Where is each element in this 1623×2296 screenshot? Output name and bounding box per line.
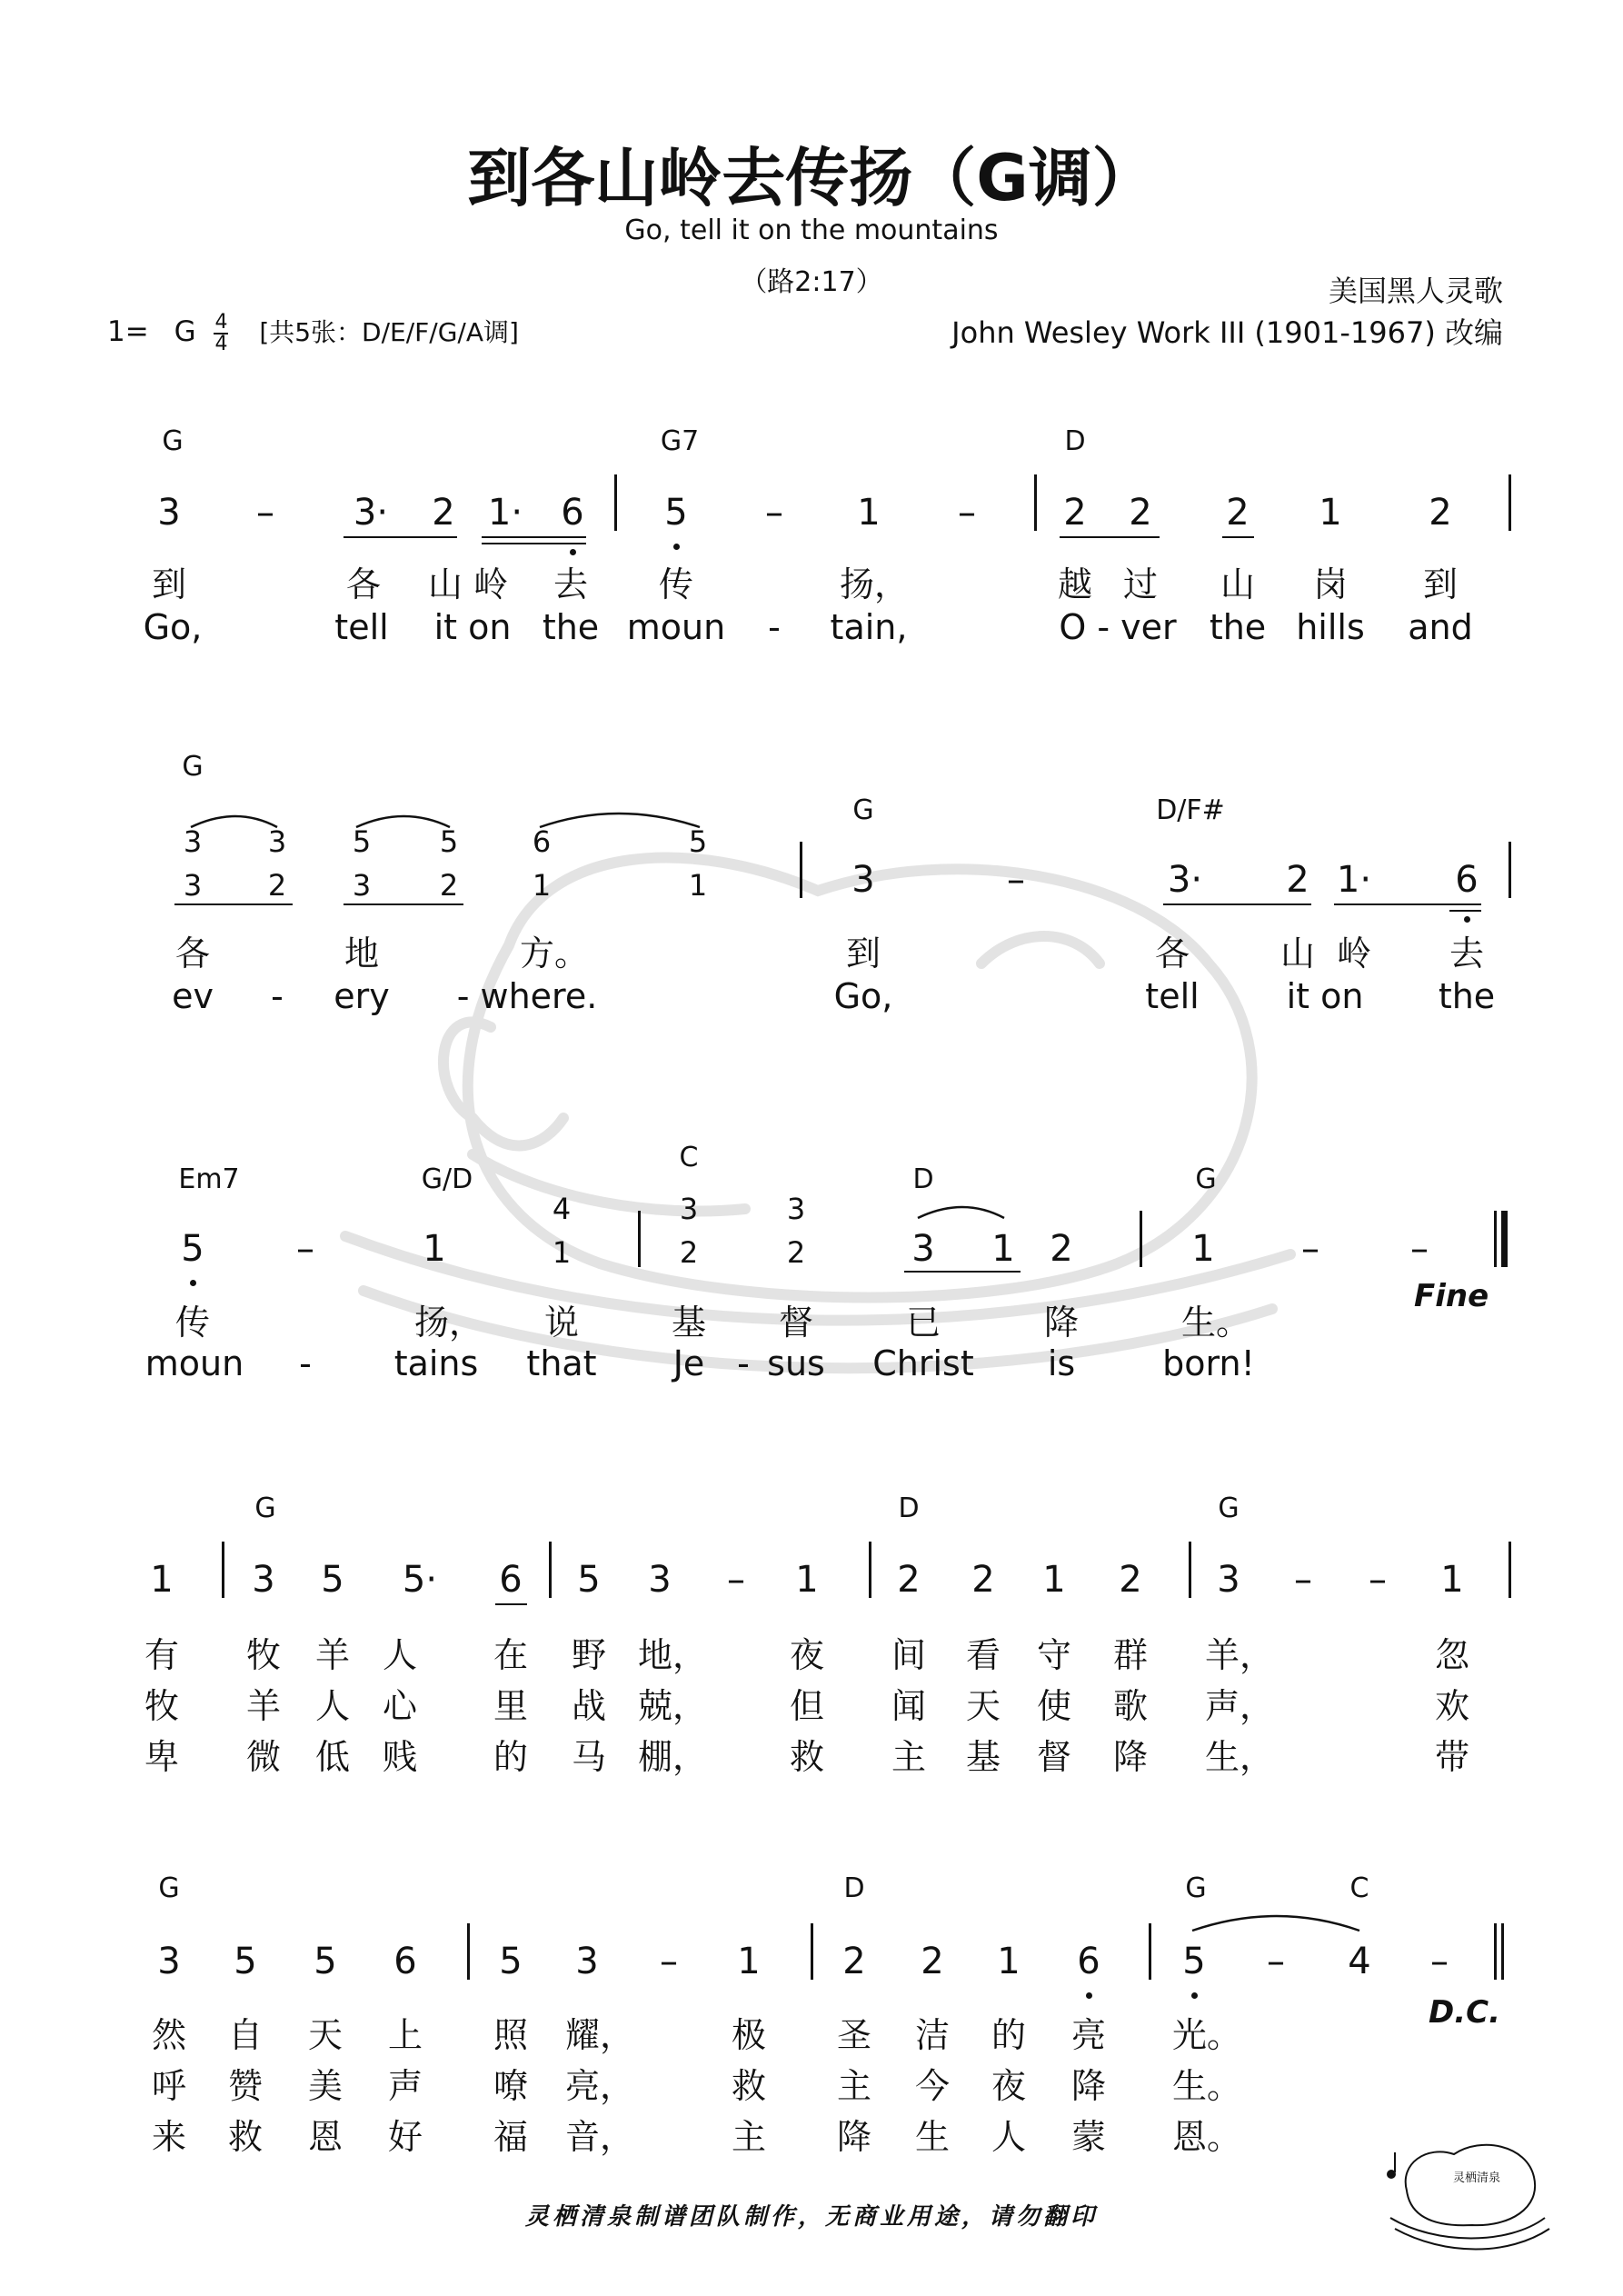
chord-symbol: G xyxy=(254,1492,276,1524)
lyric-cn: 山 xyxy=(1279,933,1316,973)
note: 5 xyxy=(314,1941,337,1982)
lyric-cn: 督 xyxy=(778,1303,814,1343)
lyric-en: - xyxy=(768,607,781,647)
note: 1 xyxy=(1191,1228,1215,1270)
lyric-cn: 恩 xyxy=(307,2117,344,2157)
lyric-cn: 美 xyxy=(307,2066,344,2106)
note: 6 xyxy=(1455,859,1479,901)
sustain-dash: – xyxy=(1007,859,1025,901)
chord-symbol: D xyxy=(898,1492,920,1524)
harmony-note: 6 xyxy=(532,824,552,859)
note: 1 xyxy=(737,1941,761,1982)
lyric-cn: 扬， xyxy=(413,1303,484,1343)
harmony-note: 5 xyxy=(352,824,372,859)
lyric-cn: 到 xyxy=(1422,564,1459,604)
lyric-cn: 降 xyxy=(836,2117,872,2157)
lyric-cn: 传 xyxy=(658,564,694,604)
note: 5 xyxy=(234,1941,257,1982)
lyric-cn: 各 xyxy=(345,564,382,604)
lyric-cn: 救 xyxy=(731,2066,767,2106)
lyric-en: ery xyxy=(334,976,390,1016)
lyric-cn: 去 xyxy=(553,564,589,604)
lyric-cn: 歌 xyxy=(1112,1686,1149,1726)
sustain-dash: – xyxy=(1267,1941,1285,1982)
lyric-cn: 救 xyxy=(227,2117,264,2157)
harmony-note: 2 xyxy=(679,1235,699,1270)
lyric-cn: 音， xyxy=(564,2117,635,2157)
chord-symbol: G/D xyxy=(421,1163,473,1195)
note: 3 xyxy=(157,1941,181,1982)
scripture-reference: （路2:17） xyxy=(740,266,883,298)
lyric-en: the xyxy=(542,607,600,647)
english-subtitle: Go, tell it on the mountains xyxy=(624,215,999,246)
arranger-credit: John Wesley Work III (1901-1967) 改编 xyxy=(951,315,1503,350)
lyric-cn: 羊 xyxy=(314,1635,351,1675)
lyric-en: sus xyxy=(767,1343,825,1383)
note: 5 xyxy=(181,1228,204,1270)
sustain-dash: – xyxy=(727,1559,745,1601)
chord-symbol: G xyxy=(1218,1492,1240,1524)
note: 1 xyxy=(1319,492,1342,534)
lyric-cn: 牧 xyxy=(144,1686,180,1726)
lyric-cn: 心 xyxy=(382,1686,418,1726)
note: 3 xyxy=(252,1559,275,1601)
lyric-cn: 人 xyxy=(991,2117,1027,2157)
lyric-en: hills xyxy=(1296,607,1365,647)
chord-symbol: G xyxy=(1185,1872,1207,1904)
time-bottom: 4 xyxy=(214,332,228,355)
sustain-dash: – xyxy=(765,492,783,534)
note: 5· xyxy=(402,1559,438,1601)
harmony-note: 1 xyxy=(532,868,552,903)
note: 2 xyxy=(1129,492,1152,534)
lyric-cn: 山 xyxy=(427,564,463,604)
lyric-cn: 夜 xyxy=(789,1635,825,1675)
chord-symbol: G7 xyxy=(660,425,700,457)
chord-symbol: G xyxy=(1195,1163,1217,1195)
note: 1 xyxy=(1440,1559,1464,1601)
chord-symbol: Em7 xyxy=(178,1163,240,1195)
lyric-en: it on xyxy=(1286,976,1364,1016)
lyric-cn: 天 xyxy=(307,2015,344,2055)
note: 2 xyxy=(1050,1228,1073,1270)
note: 6 xyxy=(561,492,584,534)
note: 2 xyxy=(921,1941,944,1982)
dc-mark: D.C. xyxy=(1429,1994,1501,2031)
lyric-cn: 降 xyxy=(1070,2066,1107,2106)
lyric-cn: 带 xyxy=(1434,1737,1470,1777)
lyric-cn: 岭 xyxy=(1336,933,1372,973)
note: 3 xyxy=(648,1559,672,1601)
harmony-note: 3 xyxy=(352,868,372,903)
lyric-cn: 岭 xyxy=(473,564,509,604)
lyric-cn: 圣 xyxy=(836,2015,872,2055)
chord-symbol: D xyxy=(1064,425,1086,457)
lyric-cn: 主 xyxy=(891,1737,927,1777)
lyric-cn: 群 xyxy=(1112,1635,1149,1675)
lyric-en: it on xyxy=(433,607,512,647)
lyric-en: the xyxy=(1438,976,1496,1016)
lyric-cn: 好 xyxy=(387,2117,423,2157)
lyric-en: tain, xyxy=(830,607,908,647)
lyric-en: that xyxy=(526,1343,597,1383)
lyric-cn: 到 xyxy=(845,933,881,973)
lyric-cn: 耀， xyxy=(564,2015,635,2055)
lyric-cn: 使 xyxy=(1036,1686,1072,1726)
lyric-cn: 生。 xyxy=(1171,2066,1242,2106)
chord-symbol: C xyxy=(1349,1872,1369,1904)
note: 1 xyxy=(991,1228,1015,1270)
lyric-cn: 嘹 xyxy=(493,2066,529,2106)
lyric-cn: 主 xyxy=(731,2117,767,2157)
chord-symbol: D/F# xyxy=(1156,794,1225,826)
lyric-cn: 里 xyxy=(493,1686,529,1726)
lyric-cn: 降 xyxy=(1043,1303,1080,1343)
note: 3 xyxy=(911,1228,935,1270)
note: 2 xyxy=(1429,492,1452,534)
lyric-cn: 降 xyxy=(1112,1737,1149,1777)
song-origin: 美国黑人灵歌 xyxy=(1328,274,1503,308)
chord-symbol: D xyxy=(843,1872,865,1904)
lyric-cn: 在 xyxy=(493,1635,529,1675)
footer-credit: 灵栖清泉制谱团队制作，无商业用途，请勿翻印 xyxy=(524,2203,1098,2231)
lyric-cn: 生， xyxy=(1204,1737,1275,1777)
lyric-en: O - ver xyxy=(1059,607,1177,647)
song-title: 到各山岭去传扬（G调） xyxy=(467,141,1156,215)
harmony-note: 3 xyxy=(786,1192,806,1226)
lyric-en: born! xyxy=(1162,1343,1255,1383)
fine-mark: Fine xyxy=(1414,1278,1489,1314)
lyric-en: tell xyxy=(334,607,389,647)
sustain-dash: – xyxy=(1430,1941,1449,1982)
lyric-cn: 光。 xyxy=(1171,2015,1242,2055)
lyric-en: tains xyxy=(393,1343,479,1383)
lyric-cn: 说 xyxy=(543,1303,580,1343)
lyric-cn: 来 xyxy=(151,2117,187,2157)
lyric-cn: 看 xyxy=(965,1635,1001,1675)
lyric-cn: 微 xyxy=(245,1737,282,1777)
note: 2 xyxy=(432,492,455,534)
lyric-cn: 贱 xyxy=(382,1737,418,1777)
note: 5 xyxy=(577,1559,601,1601)
lyric-cn: 扬， xyxy=(839,564,910,604)
lyric-en: the xyxy=(1209,607,1267,647)
lyric-en: Christ xyxy=(872,1343,974,1383)
sustain-dash: – xyxy=(1301,1228,1319,1270)
note: 1 xyxy=(997,1941,1021,1982)
lyric-en: is xyxy=(1047,1343,1076,1383)
sustain-dash: – xyxy=(958,492,976,534)
lyric-cn: 声 xyxy=(387,2066,423,2106)
lyric-cn: 恩。 xyxy=(1171,2117,1242,2157)
lyric-cn: 有 xyxy=(144,1635,180,1675)
harmony-note: 3 xyxy=(267,824,287,859)
lyric-cn: 牧 xyxy=(245,1635,282,1675)
lyric-cn: 蒙 xyxy=(1070,2117,1107,2157)
lyric-cn: 山 xyxy=(1220,564,1256,604)
lyric-cn: 过 xyxy=(1122,564,1159,604)
lyric-cn: 羊 xyxy=(245,1686,282,1726)
note: 1 xyxy=(857,492,881,534)
note: 5 xyxy=(499,1941,523,1982)
note: 2 xyxy=(1119,1559,1142,1601)
note: 2 xyxy=(1063,492,1087,534)
lyric-en: moun xyxy=(144,1343,244,1383)
lyric-cn: 地 xyxy=(344,933,380,973)
lyric-cn: 传 xyxy=(174,1303,211,1343)
lyric-en: moun xyxy=(626,607,726,647)
harmony-note: 3 xyxy=(679,1192,699,1226)
harmony-note: 3 xyxy=(183,824,203,859)
lyric-cn: 生 xyxy=(914,2117,951,2157)
note: 3 xyxy=(157,492,181,534)
chord-symbol: G xyxy=(852,794,874,826)
lyric-cn: 人 xyxy=(314,1686,351,1726)
key-label: 1= xyxy=(107,315,149,348)
note: 2 xyxy=(971,1559,995,1601)
lyric-cn: 各 xyxy=(1154,933,1190,973)
harmony-note: 1 xyxy=(552,1235,572,1270)
lyric-cn: 自 xyxy=(227,2015,264,2055)
lyric-cn: 棚， xyxy=(637,1737,708,1777)
harmony-note: 5 xyxy=(439,824,459,859)
note: 5 xyxy=(664,492,688,534)
lyric-en: ev xyxy=(172,976,214,1016)
lyric-cn: 呼 xyxy=(151,2066,187,2106)
harmony-note: 4 xyxy=(552,1192,572,1226)
note: 1 xyxy=(1042,1559,1066,1601)
lyric-cn: 救 xyxy=(789,1737,825,1777)
lyric-cn: 各 xyxy=(174,933,211,973)
lyric-cn: 到 xyxy=(151,564,187,604)
lyric-cn: 亮， xyxy=(564,2066,635,2106)
lyric-cn: 极 xyxy=(731,2015,767,2055)
sustain-dash: – xyxy=(256,492,274,534)
lyric-en: Je xyxy=(672,1343,705,1383)
note: 3 xyxy=(575,1941,599,1982)
harmony-note: 2 xyxy=(439,868,459,903)
note: 5 xyxy=(1182,1941,1206,1982)
lyric-cn: 地， xyxy=(637,1635,708,1675)
note: 2 xyxy=(897,1559,921,1601)
lyric-cn: 去 xyxy=(1449,933,1485,973)
harmony-note: 2 xyxy=(786,1235,806,1270)
logo-text: 灵栖清泉 xyxy=(1452,2171,1501,2185)
lyric-cn: 岗 xyxy=(1312,564,1349,604)
sustain-dash: – xyxy=(1294,1559,1312,1601)
lyric-cn: 主 xyxy=(836,2066,872,2106)
key-tonic: G xyxy=(174,315,196,348)
lyric-cn: 越 xyxy=(1057,564,1093,604)
lyric-en: Go, xyxy=(833,976,893,1016)
lyric-en: Go, xyxy=(143,607,203,647)
lyric-cn: 兢， xyxy=(637,1686,708,1726)
lyric-cn: 然 xyxy=(151,2015,187,2055)
lyric-cn: 野 xyxy=(571,1635,607,1675)
lyric-cn: 照 xyxy=(493,2015,529,2055)
note: 6 xyxy=(1077,1941,1100,1982)
lyric-cn: 洁 xyxy=(914,2015,951,2055)
lyric-cn: 基 xyxy=(965,1737,1001,1777)
lyric-en: tell xyxy=(1145,976,1200,1016)
note: 6 xyxy=(499,1559,523,1601)
harmony-note: 2 xyxy=(267,868,287,903)
lyric-cn: 的 xyxy=(493,1737,529,1777)
lyric-cn: 欢 xyxy=(1434,1686,1470,1726)
note: 1· xyxy=(487,492,523,534)
chord-symbol: G xyxy=(162,425,184,457)
lyric-cn: 人 xyxy=(382,1635,418,1675)
note: 3 xyxy=(1217,1559,1240,1601)
chord-symbol: G xyxy=(158,1872,180,1904)
lyric-en: and xyxy=(1408,607,1473,647)
lyric-en: - xyxy=(737,1343,750,1383)
lyric-cn: 忽 xyxy=(1434,1635,1470,1675)
sustain-dash: – xyxy=(296,1228,314,1270)
lyric-cn: 低 xyxy=(314,1737,351,1777)
lyric-cn: 夜 xyxy=(991,2066,1027,2106)
lyric-cn: 马 xyxy=(571,1737,607,1777)
lyric-cn: 卑 xyxy=(144,1737,180,1777)
time-top: 4 xyxy=(214,310,228,334)
note: 1· xyxy=(1336,859,1372,901)
lyric-cn: 上 xyxy=(387,2015,423,2055)
lyric-cn: 督 xyxy=(1036,1737,1072,1777)
lyric-cn: 闻 xyxy=(891,1686,927,1726)
sustain-dash: – xyxy=(1369,1559,1387,1601)
note: 5 xyxy=(321,1559,344,1601)
lyric-cn: 赞 xyxy=(227,2066,264,2106)
note: 2 xyxy=(1226,492,1250,534)
note: 3· xyxy=(353,492,389,534)
note: 1 xyxy=(423,1228,446,1270)
harmony-note: 5 xyxy=(688,824,708,859)
lyric-cn: 福 xyxy=(493,2117,529,2157)
lyric-cn: 天 xyxy=(965,1686,1001,1726)
lyric-cn: 生。 xyxy=(1180,1303,1251,1343)
lyric-cn: 守 xyxy=(1036,1635,1072,1675)
lyric-cn: 亮 xyxy=(1070,2015,1107,2055)
sustain-dash: – xyxy=(1410,1228,1429,1270)
note: 6 xyxy=(393,1941,417,1982)
lyric-en: - xyxy=(271,976,284,1016)
note: 2 xyxy=(842,1941,866,1982)
lyric-cn: 基 xyxy=(671,1303,707,1343)
chord-symbol: G xyxy=(182,751,204,783)
lyric-cn: 今 xyxy=(914,2066,951,2106)
lyric-cn: 的 xyxy=(991,2015,1027,2055)
lyric-cn: 羊， xyxy=(1204,1635,1275,1675)
note: 3· xyxy=(1167,859,1203,901)
lyric-cn: 但 xyxy=(789,1686,825,1726)
lyric-cn: 声， xyxy=(1204,1686,1275,1726)
harmony-note: 1 xyxy=(688,868,708,903)
lyric-cn: 战 xyxy=(571,1686,607,1726)
note: 1 xyxy=(150,1559,174,1601)
note: 2 xyxy=(1286,859,1309,901)
lyric-en: - where. xyxy=(456,976,598,1016)
harmony-note: 3 xyxy=(183,868,203,903)
sustain-dash: – xyxy=(660,1941,678,1982)
lyric-cn: 间 xyxy=(891,1635,927,1675)
note: 4 xyxy=(1348,1941,1371,1982)
lyric-cn: 已 xyxy=(905,1303,941,1343)
chord-symbol: C xyxy=(679,1142,699,1173)
lyric-en: - xyxy=(299,1343,312,1383)
lyric-cn: 方。 xyxy=(519,933,590,973)
note: 3 xyxy=(851,859,875,901)
note: 1 xyxy=(795,1559,819,1601)
chord-symbol: D xyxy=(912,1163,934,1195)
available-keys: [共5张：D/E/F/G/A调] xyxy=(259,317,519,347)
